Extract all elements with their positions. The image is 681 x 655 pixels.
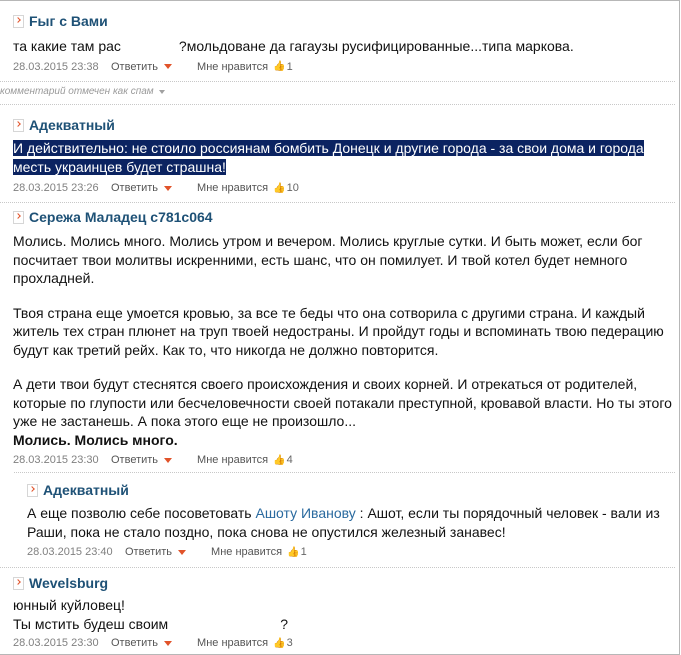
dropdown-arrow-icon[interactable] [164, 641, 172, 646]
comment-date: 28.03.2015 23:30 [13, 454, 99, 466]
chevron-right-icon [27, 484, 38, 497]
thumbs-up-icon[interactable]: 👍 [273, 454, 286, 466]
reply-button[interactable]: Ответить [111, 61, 172, 73]
comment [13, 12, 675, 75]
like-button[interactable]: Мне нравится [197, 182, 269, 194]
comment-text: И действительно: не стоило россиянам бомбить Донецк и другие города - за свои дома и города месть украинцев будет страшна! [13, 140, 644, 175]
like-count: 1 [300, 546, 307, 558]
comment-meta [13, 635, 675, 651]
like-count: 3 [286, 637, 293, 649]
comment-reply [27, 481, 675, 560]
divider [0, 202, 675, 203]
comment-author[interactable]: Fыг с Вами [29, 13, 108, 29]
thumbs-up-icon[interactable]: 👍 [287, 546, 300, 558]
like-button[interactable]: Мне нравится [197, 60, 269, 73]
reply-button[interactable]: Ответить [111, 182, 172, 194]
like-button[interactable]: Мне нравится [211, 546, 283, 558]
comment-text: А еще позволю себе посоветовать Ашоту Иванову : Ашот, если ты порядочный человек - вали из Раши, пока не стало поздно, пока снова не опустился железный занавес! [27, 505, 660, 540]
comment-author[interactable]: Wevelsburg [29, 575, 109, 591]
comment-meta [27, 544, 675, 560]
like-count: 10 [286, 182, 299, 194]
reply-button[interactable]: Ответить [125, 546, 186, 558]
thumbs-up-icon[interactable]: 👍 [273, 61, 286, 72]
dropdown-arrow-icon[interactable] [159, 90, 165, 94]
like-count: 1 [286, 60, 293, 73]
dropdown-arrow-icon[interactable] [164, 458, 172, 463]
reply-button[interactable]: Ответить [111, 454, 172, 466]
divider [0, 81, 675, 82]
comment-meta [13, 452, 675, 468]
like-button[interactable]: Мне нравится [197, 454, 269, 466]
divider [14, 472, 675, 473]
comment [13, 208, 675, 468]
comment-date: 28.03.2015 23:38 [13, 60, 99, 73]
comment-text: та какие там рас ?мольдоване да гагаузы русифицированные...типа маркова. [13, 38, 574, 54]
like-button[interactable]: Мне нравится [197, 637, 269, 649]
reply-button[interactable]: Ответить [111, 637, 172, 649]
comment-author[interactable]: Адекватный [29, 117, 115, 133]
thumbs-up-icon[interactable]: 👍 [273, 182, 286, 194]
comment-date: 28.03.2015 23:30 [13, 637, 99, 649]
comment-date: 28.03.2015 23:40 [27, 546, 113, 558]
comment-meta [13, 180, 675, 196]
thumbs-up-icon[interactable]: 👍 [273, 637, 286, 649]
comment [13, 116, 675, 196]
comment-text: юнный куйловец! Ты мстить будеш своим ? [13, 597, 288, 632]
spam-notice[interactable]: комментарий отмечен как спам [0, 86, 165, 97]
dropdown-arrow-icon[interactable] [164, 186, 172, 191]
like-count: 4 [286, 454, 293, 466]
dropdown-arrow-icon[interactable] [178, 550, 186, 555]
comment [13, 574, 675, 651]
comment-date: 28.03.2015 23:26 [13, 182, 99, 194]
comment-text: Молись. Молись много. Молись утром и вечером. Молись круглые сутки. И быть может, если бог посчитает твои молитвы искренними, есть шанс, что он помилует. И твой котел будет немного прохладней. Твоя страна еще умоется кровью, за все те беды что она сотворила с другими страна. И каждый житель тех стран плюнет на труп твоей недостраны. И пройдут годы и вспоминать твою педерацию будут как третий рейх. Как то, что никогда не должно повторится. А дети твои будут стеснятся своего происхождения и своих корней. И отрекаться от родителей, которые по глупости или бесчеловечности своей потакали преступной, кровавой власти. Но ты этого уже не застанешь. А пока этого еще не произошло... Молись. Молись много. [13, 233, 672, 448]
chevron-right-icon [13, 577, 24, 590]
divider [0, 104, 675, 105]
chevron-right-icon [13, 15, 24, 28]
dropdown-arrow-icon[interactable] [164, 64, 172, 69]
chevron-right-icon [13, 119, 24, 132]
chevron-right-icon [13, 211, 24, 224]
comment-meta [13, 59, 675, 75]
divider [0, 567, 675, 568]
comment-author[interactable]: Сережа Маладец c781c064 [29, 209, 213, 225]
user-link[interactable]: Ашоту Иванову [255, 505, 356, 521]
comment-author[interactable]: Адекватный [43, 482, 129, 498]
